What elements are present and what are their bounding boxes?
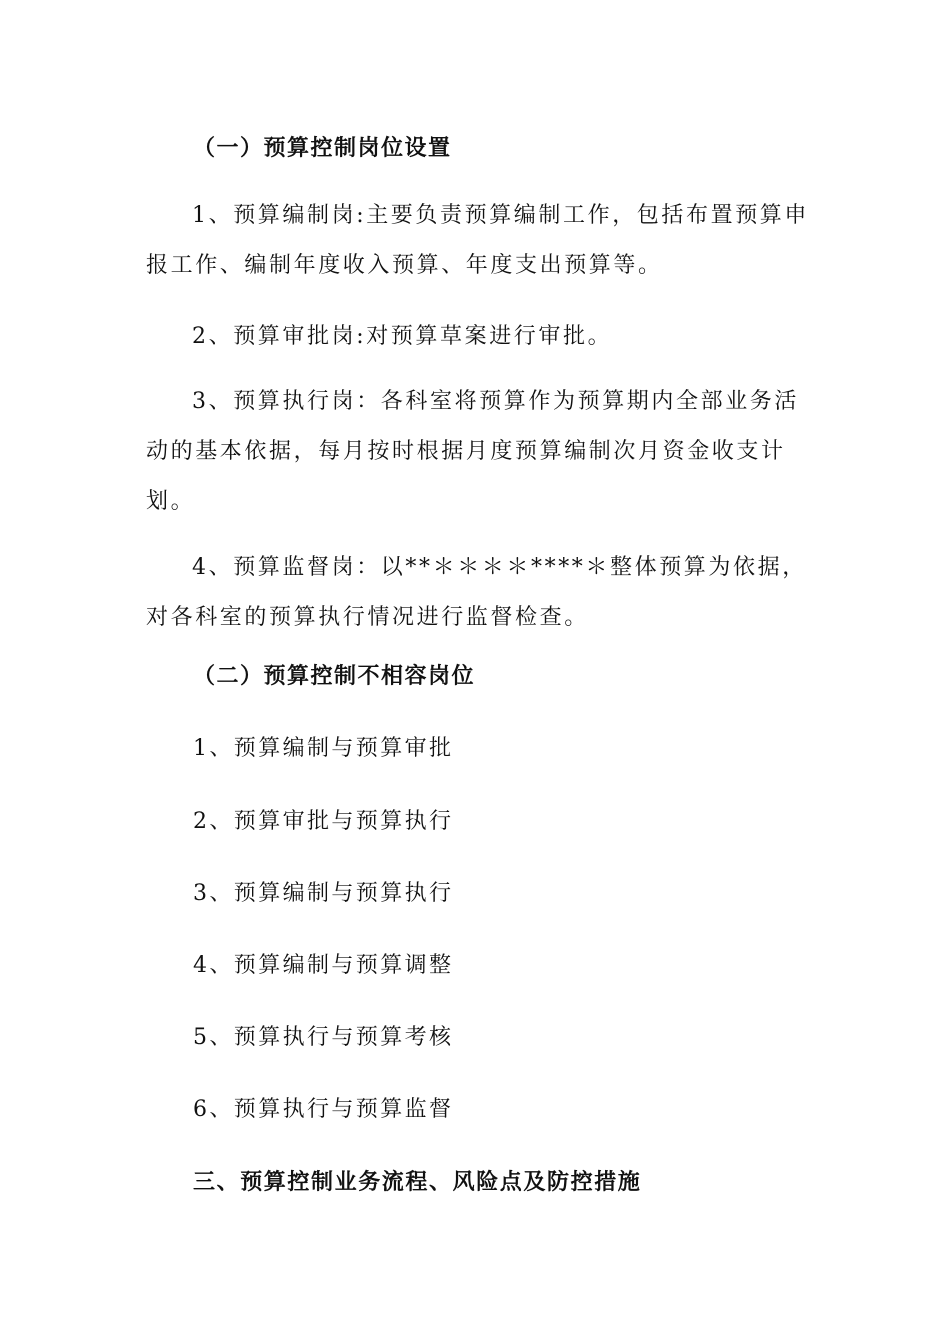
paragraph-budget-execution-post: 3、预算执行岗：各科室将预算作为预算期内全部业务活动的基本依据，每月按时根据月度预算编制次月资金收支计划。 <box>146 389 799 514</box>
list-item: 3、预算编制与预算执行 <box>193 881 454 906</box>
section-heading-incompatible-posts: （二）预算控制不相容岗位 <box>193 663 476 689</box>
list-item: 1、预算编制与预算审批 <box>193 736 454 761</box>
paragraph-budget-preparation-post: 1、预算编制岗:主要负责预算编制工作，包括布置预算申报工作、编制年度收入预算、年度支出预算等。 <box>146 203 810 278</box>
list-item: 4、预算编制与预算调整 <box>193 953 454 978</box>
paragraph-budget-supervision-post: 4、预算监督岗：以**＊＊＊＊****＊整体预算为依据，对各科室的预算执行情况进行监督检查。 <box>146 555 807 630</box>
list-item: 6、预算执行与预算监督 <box>193 1097 454 1122</box>
section-heading-post-setup: （一）预算控制岗位设置 <box>193 135 452 161</box>
list-item: 5、预算执行与预算考核 <box>193 1025 454 1050</box>
list-item: 2、预算审批与预算执行 <box>193 809 454 834</box>
section-heading-business-process: 三、预算控制业务流程、风险点及防控措施 <box>193 1169 642 1195</box>
paragraph-budget-approval-post: 2、预算审批岗:对预算草案进行审批。 <box>192 324 613 349</box>
